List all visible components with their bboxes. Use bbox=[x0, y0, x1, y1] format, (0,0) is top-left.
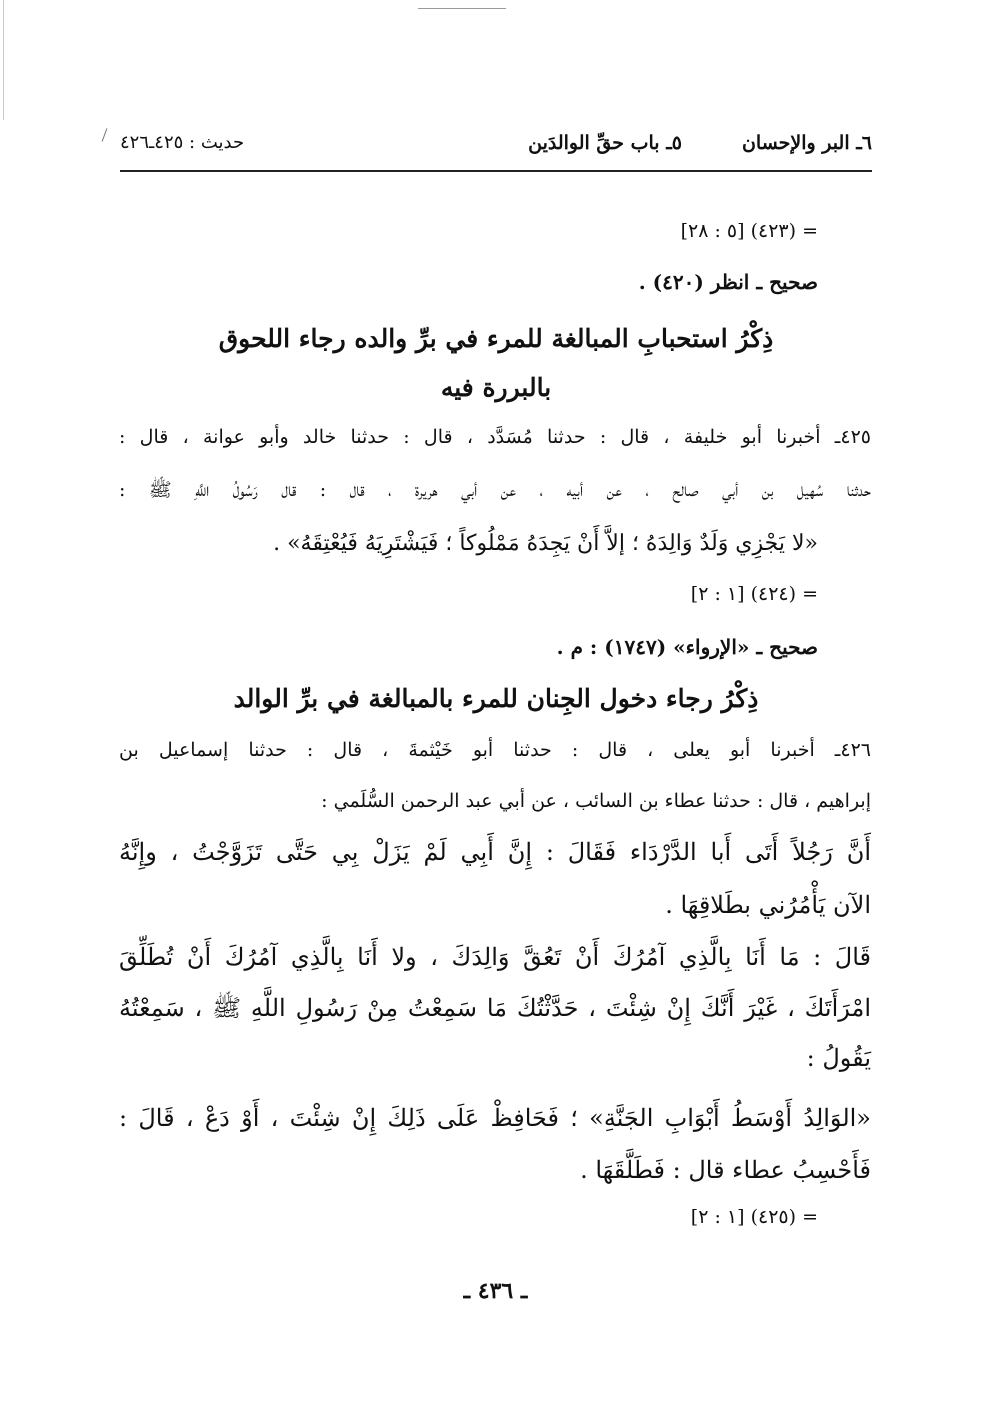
chapter-heading: ذِكْرُ استحبابِ المبالغة للمرء في برِّ والده رجاء اللحوق bbox=[218, 324, 774, 353]
hadith-range: حديث : ٤٢٥ـ٤٢٦ bbox=[120, 132, 245, 153]
isnad-line: ٤٢٥ـ أخبرنا أبو خليفة ، قال : حدثنا مُسَدَّد ، قال : حدثنا خالد وأبو عوانة ، قال : bbox=[119, 426, 871, 448]
tick-mark bbox=[102, 128, 108, 141]
hadith-text: امْرَأَتَكَ ، غَيْرَ أَنَّكَ إِنْ شِئْتَ ، حَدَّثْتُكَ مَا سَمِعْتُ مِنْ رَسُولِ اللَّهِ ﷺ ، سَمِعْتُهُ bbox=[119, 994, 871, 1022]
scan-edge-left bbox=[3, 0, 4, 120]
grading-note: صحيح ـ «الإرواء» (١٧٤٧) : م . bbox=[556, 635, 818, 659]
hadith-text: «الوَالِدُ أَوْسَطُ أَبْوَابِ الجَنَّةِ» ؛ فَحَافِظْ عَلَى ذَلِكَ إِنْ شِئْتَ ، أَوْ دَعْ ، قَالَ : bbox=[119, 1104, 871, 1132]
hadith-text: قَالَ : مَا أَنَا بِالَّذِي آمُرُكَ أَنْ تَعُقَّ وَالِدَكَ ، ولا أَنَا بِالَّذِي آمُرُكَ أَنْ تُطَلِّقَ bbox=[119, 943, 871, 971]
chapter-title: ٦ـ البر والإحسان bbox=[741, 132, 872, 154]
hadith-text: «لا يَجْزِي وَلَدٌ وَالِدَهُ ؛ إلاَّ أَنْ يَجِدَهُ مَمْلُوكاً ؛ فَيَشْتَرِيَهُ فَيُعْتِقَهُ» . bbox=[273, 531, 818, 556]
grading-note: صحيح ـ انظر (٤٢٠) . bbox=[638, 270, 818, 294]
hadith-text: الآن يَأْمُرُني بطَلاقِهَا . bbox=[665, 891, 871, 919]
cross-reference: = (٤٢٤) [١ : ٢] bbox=[690, 583, 818, 605]
hadith-text: أَنَّ رَجُلاً أَتَى أَبا الدَّرْدَاء فَقَالَ : إِنَّ أَبِي لَمْ يَزَلْ بِي حَتَّى تَزَوَّجْتُ ، وإِنَّهُ bbox=[119, 838, 871, 866]
section-title: ٥ـ باب حقِّ الوالدَين bbox=[528, 132, 682, 154]
running-header bbox=[120, 124, 872, 168]
isnad-line: حدثنا سُهيل بن أبي صالح ، عن أبيه ، عن أبي هريرة ، قال : قال رَسُولُ اللَّهِ ﷺ : bbox=[119, 479, 871, 501]
cross-reference: = (٤٢٣) [٥ : ٢٨] bbox=[680, 220, 818, 242]
page-number: ـ ٤٣٦ ـ bbox=[463, 1278, 528, 1304]
scan-line-top bbox=[418, 8, 506, 9]
chapter-heading-cont: بالبررة فيه bbox=[440, 373, 552, 402]
hadith-text: فَأَحْسِبُ عطاء قال : فَطَلَّقَهَا . bbox=[580, 1156, 871, 1184]
isnad-line: ٤٢٦ـ أخبرنا أبو يعلى ، قال : حدثنا أبو خَيْثمةَ ، قال : حدثنا إسماعيل بن bbox=[119, 739, 871, 761]
hadith-text: يَقُولُ : bbox=[806, 1044, 871, 1072]
isnad-line: إبراهيم ، قال : حدثنا عطاء بن السائب ، عن أبي عبد الرحمن السُّلَمي : bbox=[321, 790, 871, 812]
cross-reference: = (٤٢٥) [١ : ٢] bbox=[690, 1206, 818, 1228]
header-rule bbox=[120, 170, 872, 172]
chapter-heading: ذِكْرُ رجاء دخول الجِنان للمرء بالمبالغة في برِّ الوالد bbox=[233, 684, 759, 713]
